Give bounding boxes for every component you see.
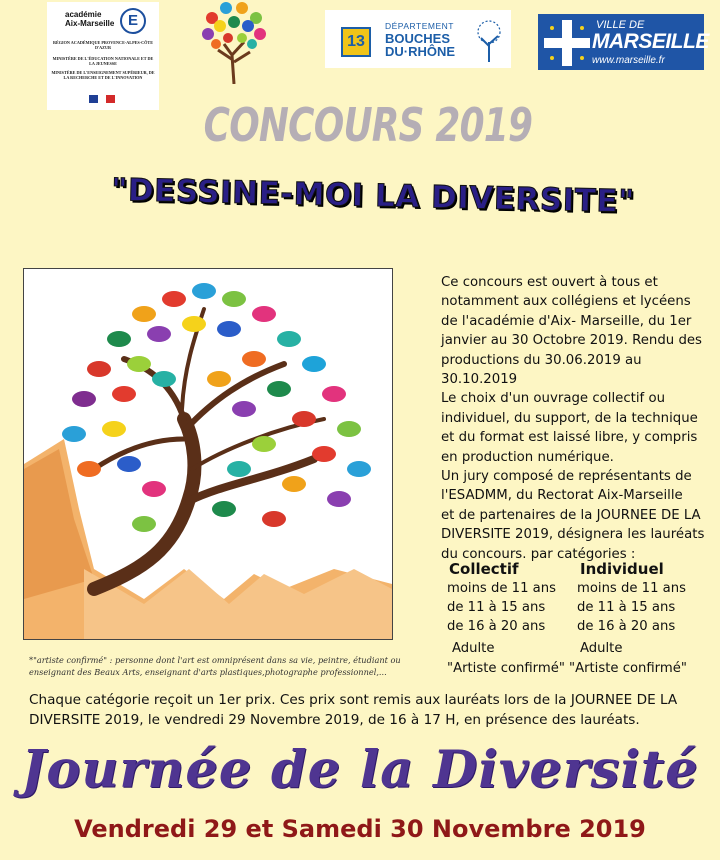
individuel-item: "Artiste confirmé" (569, 661, 687, 676)
prize-line-1: Chaque catégorie reçoit un 1er prix. Ces prix sont remis aux lauréats lors de la JOURNEE DE LA (29, 692, 678, 708)
dessine-moi-title: "DESSINE-MOI LA DIVERSITE" (110, 172, 636, 220)
individuel-item: Adulte (580, 641, 623, 656)
academie-region: RÉGION ACADÉMIQUE PROVENCE-ALPES-CÔTE D'AZUR (52, 40, 154, 50)
description-line: individuel, du support, de la technique (441, 410, 698, 426)
ville-de-marseille-logo (538, 14, 709, 70)
tree-of-hands-image (23, 268, 393, 640)
collectif-item: "Artiste confirmé" (447, 661, 565, 676)
description-line: 30.10.2019 (441, 372, 518, 388)
bdr-dept-label: DÉPARTEMENT (385, 21, 454, 31)
description-line: DIVERSITE 2019, désignera les lauréats (441, 527, 705, 543)
marseille-cross-icon (542, 18, 592, 68)
footnote-line-2: enseignant des Beaux Arts, enseignant d'arts plastiques,photographe professionnel,... (29, 667, 387, 677)
marseille-name: MARSEILLE (592, 30, 709, 53)
description-line: du concours. par catégories : (441, 546, 636, 562)
description-line: productions du 30.06.2019 au (441, 352, 642, 368)
academie-ministere1: MINISTÈRE DE L'ÉDUCATION NATIONALE ET DE LA JEUNESSE (52, 56, 154, 66)
event-dates: Vendredi 29 et Samedi 30 Novembre 2019 (74, 815, 646, 843)
description-line: Un jury composé de représentants de (441, 469, 692, 485)
event-title: Journée de la Diversité (21, 740, 699, 800)
bdr-name1: BOUCHES (385, 31, 451, 46)
concours-title: CONCOURS 2019 (203, 98, 533, 152)
prize-text (29, 690, 699, 730)
description-line: et du format est laissé libre, y compris (441, 430, 698, 446)
olive-tree-icon (471, 18, 507, 62)
description-line: et de partenaires de la JOURNEE DE LA (441, 507, 701, 523)
description-line: janvier au 30 Octobre 2019. Rendu des (441, 333, 702, 349)
description-line: l'ESADMM, du Rectorat Aix-Marseille (441, 488, 683, 504)
individuel-item: moins de 11 ans (577, 581, 686, 596)
subtitle-wrapper (28, 172, 718, 228)
academie-e-icon: E (120, 8, 146, 34)
tree-hands-logo (198, 0, 270, 84)
prize-line-2: DIVERSITE 2019, le vendredi 29 Novembre 2019, de 16 à 17 H, en présence des lauréats. (29, 712, 640, 728)
french-flag-icon (89, 90, 115, 98)
description-line: Ce concours est ouvert à tous et (441, 275, 658, 290)
bouches-du-rhone-logo (325, 10, 511, 68)
category-individuel-header: Individuel (580, 560, 664, 578)
bdr-emblem-icon: 13 (341, 27, 371, 57)
marseille-url: www.marseille.fr (592, 55, 665, 66)
description-block (441, 273, 711, 564)
footnote-line-1: *"artiste confirmé" : personne dont l'art est omniprésent dans sa vie, peintre, étudiant ou (29, 655, 401, 665)
individuel-item: de 16 à 20 ans (577, 619, 676, 634)
academie-line2: Aix-Marseille (65, 19, 115, 28)
ville-label: VILLE DE (596, 19, 645, 31)
academie-logo (47, 2, 159, 110)
collectif-item: moins de 11 ans (447, 581, 556, 596)
bdr-name2: DU·RHÔNE (385, 44, 456, 59)
collectif-item: Adulte (452, 641, 495, 656)
description-line: Le choix d'un ouvrage collectif ou (441, 391, 666, 407)
academie-ministere2: MINISTÈRE DE L'ENSEIGNEMENT SUPÉRIEUR, DE LA RECHERCHE ET DE L'INNOVATION (51, 70, 155, 80)
tree-of-hands-icon (24, 269, 392, 639)
footnote (29, 654, 399, 678)
tree-hands-icon (198, 0, 270, 84)
description-line: de l'académie d'Aix- Marseille, du 1er (441, 313, 692, 329)
individuel-item: de 11 à 15 ans (577, 600, 676, 615)
description-line: notamment aux collégiens et lycéens (441, 294, 691, 310)
category-collectif-header: Collectif (449, 560, 519, 578)
collectif-item: de 16 à 20 ans (447, 619, 546, 634)
academie-line1: académie (65, 10, 102, 19)
description-line: en production numérique. (441, 449, 614, 465)
collectif-item: de 11 à 15 ans (447, 600, 546, 615)
